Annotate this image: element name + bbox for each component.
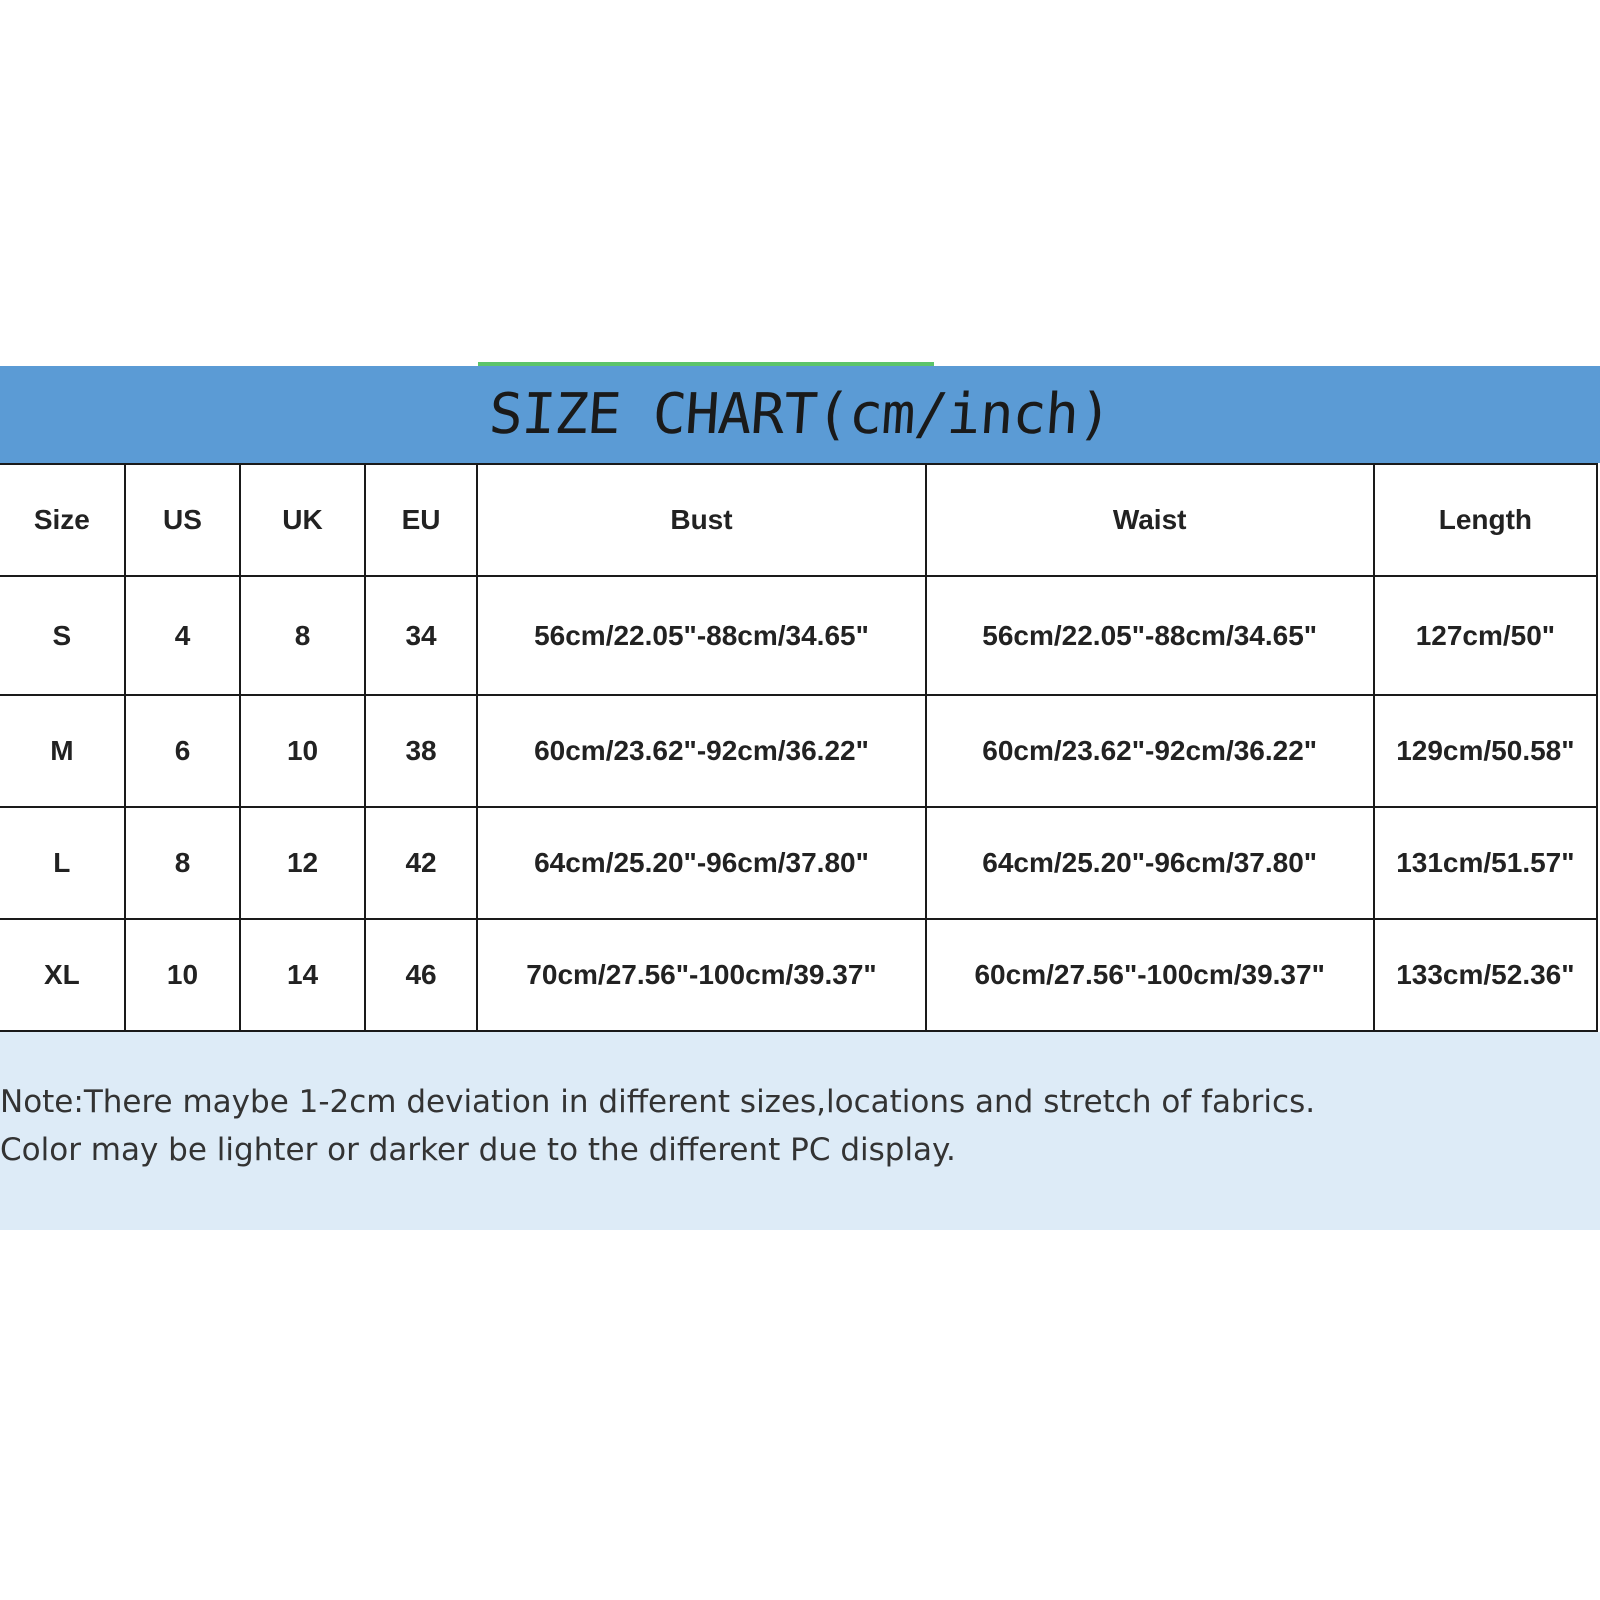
title-bar (0, 366, 1600, 463)
table-row (0, 919, 1597, 1031)
cell-size: XL (0, 919, 125, 1031)
cell-bust: 64cm/25.20"-96cm/37.80" (477, 807, 925, 919)
table-header-row (0, 464, 1597, 576)
cell-us: 6 (125, 695, 241, 807)
cell-waist: 60cm/27.56"-100cm/39.37" (926, 919, 1374, 1031)
page-title: SIZE CHART(cm/inch) (486, 382, 1114, 447)
cell-eu: 46 (365, 919, 478, 1031)
cell-uk: 12 (240, 807, 364, 919)
header-bust: Bust (477, 464, 925, 576)
header-us: US (125, 464, 241, 576)
cell-size: M (0, 695, 125, 807)
cell-bust: 56cm/22.05"-88cm/34.65" (477, 576, 925, 695)
cell-eu: 38 (365, 695, 478, 807)
header-eu: EU (365, 464, 478, 576)
cell-uk: 8 (240, 576, 364, 695)
cell-eu: 34 (365, 576, 478, 695)
cell-us: 8 (125, 807, 241, 919)
cell-uk: 14 (240, 919, 364, 1031)
cell-eu: 42 (365, 807, 478, 919)
cell-uk: 10 (240, 695, 364, 807)
note-deviation: Note:There maybe 1-2cm deviation in different sizes,locations and stretch of fabrics. (0, 1084, 1316, 1120)
table-row (0, 807, 1597, 919)
header-size: Size (0, 464, 125, 576)
cell-waist: 60cm/23.62"-92cm/36.22" (926, 695, 1374, 807)
note-color: Color may be lighter or darker due to the different PC display. (0, 1132, 956, 1168)
header-uk: UK (240, 464, 364, 576)
cell-size: S (0, 576, 125, 695)
table-row (0, 576, 1597, 695)
header-length: Length (1374, 464, 1597, 576)
cell-us: 4 (125, 576, 241, 695)
cell-length: 133cm/52.36" (1374, 919, 1597, 1031)
header-waist: Waist (926, 464, 1374, 576)
cell-length: 129cm/50.58" (1374, 695, 1597, 807)
note-box (0, 1032, 1600, 1230)
size-table (0, 463, 1598, 1032)
cell-waist: 56cm/22.05"-88cm/34.65" (926, 576, 1374, 695)
cell-us: 10 (125, 919, 241, 1031)
cell-length: 127cm/50" (1374, 576, 1597, 695)
cell-bust: 70cm/27.56"-100cm/39.37" (477, 919, 925, 1031)
cell-length: 131cm/51.57" (1374, 807, 1597, 919)
cell-bust: 60cm/23.62"-92cm/36.22" (477, 695, 925, 807)
cell-waist: 64cm/25.20"-96cm/37.80" (926, 807, 1374, 919)
table-row (0, 695, 1597, 807)
cell-size: L (0, 807, 125, 919)
